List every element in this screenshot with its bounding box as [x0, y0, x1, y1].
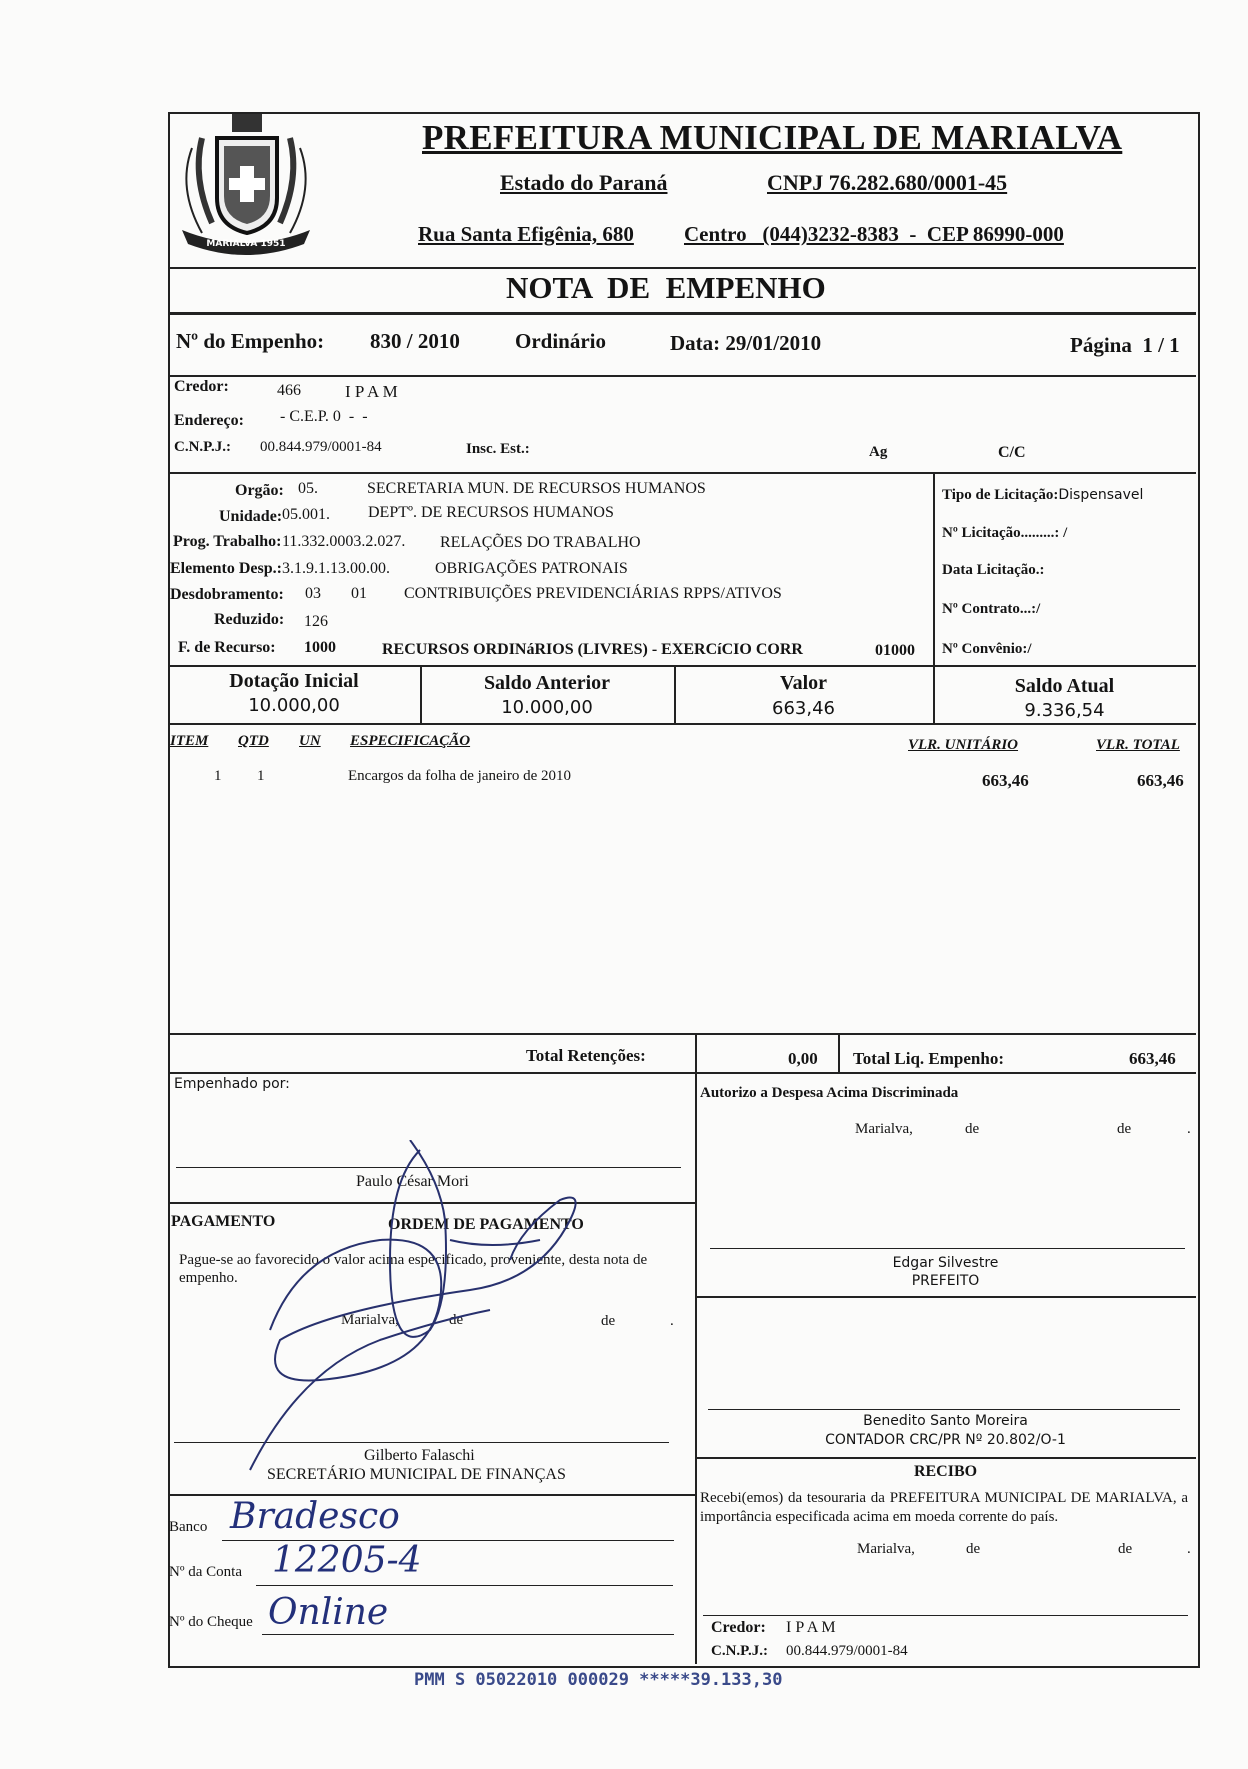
row-total: 663,46 [1137, 771, 1184, 790]
col-unit: VLR. UNITÁRIO [908, 737, 1019, 753]
ordem-pagamento-label: ORDEM DE PAGAMENTO [388, 1216, 584, 1233]
row-qtd: 1 [257, 768, 265, 784]
right-city: Marialva, [855, 1121, 913, 1137]
prog-code: 11.332.0003.2.027. [282, 533, 406, 550]
col-espec: ESPECIFICAÇÃO [350, 733, 471, 749]
dotacao-label: Dotação Inicial [229, 670, 359, 692]
right-dot: . [1187, 1121, 1191, 1137]
empenhado-label: Empenhado por: [174, 1076, 290, 1092]
col-item: ITEM [170, 733, 209, 749]
empenho-label: Nº do Empenho: [176, 329, 325, 353]
recibo-cnpj-value: 00.844.979/0001-84 [786, 1643, 908, 1659]
prog-name: RELAÇÕES DO TRABALHO [440, 534, 641, 551]
prefeito-name: Edgar Silvestre [892, 1255, 999, 1271]
row-unit: 663,46 [982, 771, 1029, 790]
left-de1: de [449, 1312, 464, 1328]
num-licitacao: Nº Licitação.........: / [942, 525, 1068, 541]
empenho-date: Data: 29/01/2010 [670, 331, 822, 355]
reduzido-value: 126 [304, 613, 328, 630]
tipo-licitacao-label-text: Tipo de Licitação: [942, 487, 1059, 503]
prog-label: Prog. Trabalho: [173, 533, 282, 550]
fonte-code2: 01000 [875, 642, 915, 659]
cheque-label: Nº do Cheque [169, 1614, 253, 1630]
conta-label: Nº da Conta [169, 1564, 242, 1580]
page-title: PREFEITURA MUNICIPAL DE MARIALVA [422, 118, 1123, 157]
elem-code: 3.1.9.1.13.00.00. [282, 560, 390, 577]
atual-label: Saldo Atual [1014, 675, 1115, 697]
valor-label: Valor [779, 672, 828, 694]
recibo-city: Marialva, [857, 1541, 915, 1557]
retencoes-value: 0,00 [788, 1049, 818, 1068]
left-city: Marialva, [341, 1312, 399, 1328]
address-contact: Centro (044)3232-8383 - CEP 86990-000 [684, 222, 1064, 246]
sec-title: SECRETÁRIO MUNICIPAL DE FINANÇAS [267, 1466, 566, 1483]
desd-name: CONTRIBUIÇÕES PREVIDENCIÁRIAS RPPS/ATIVOS [404, 585, 782, 602]
num-contrato: Nº Contrato...:/ [942, 601, 1041, 617]
left-dot: . [670, 1313, 674, 1329]
desd-code: 03 [305, 585, 321, 602]
credor-label: Credor: [174, 378, 229, 395]
recibo-de2: de [1118, 1541, 1133, 1557]
valor-value: 663,46 [772, 698, 835, 719]
ag-label: Ag [869, 444, 888, 460]
fonte-name: RECURSOS ORDINáRIOS (LIVRES) - EXERCíCIO CORR [382, 641, 803, 658]
col-qtd: QTD [238, 733, 269, 749]
recibo-label: RECIBO [913, 1463, 978, 1480]
contador-name: Benedito Santo Moreira [863, 1413, 1028, 1429]
credor-name: I P A M [345, 382, 398, 401]
recibo-text: Recebi(emos) da tesouraria da PREFEITURA MUNICIPAL DE MARIALVA, a importância especificada acima em moeda corrente do país. [700, 1490, 1188, 1525]
contador-title: CONTADOR CRC/PR Nº 20.802/O-1 [825, 1432, 1066, 1448]
liq-label: Total Liq. Empenho: [853, 1049, 1004, 1068]
anterior-value: 10.000,00 [501, 697, 593, 718]
empenhado-name: Paulo César Mori [356, 1173, 469, 1190]
atual-value: 9.336,54 [1024, 700, 1105, 721]
row-espec: Encargos da folha de janeiro de 2010 [348, 768, 571, 784]
left-de2: de [601, 1313, 616, 1329]
elem-name: OBRIGAÇÕES PATRONAIS [435, 560, 628, 577]
page-number: Página 1 / 1 [1070, 333, 1180, 357]
retencoes-label: Total Retenções: [526, 1046, 646, 1065]
banco-label: Banco [169, 1519, 208, 1535]
doc-title: NOTA DE EMPENHO [506, 270, 826, 305]
dotacao-value: 10.000,00 [248, 695, 340, 716]
reduzido-label: Reduzido: [214, 611, 285, 628]
empenho-type: Ordinário [515, 329, 607, 353]
unidade-code: 05.001. [282, 506, 330, 523]
banco-value[interactable]: Bradesco [230, 1496, 400, 1537]
recibo-de1: de [966, 1541, 981, 1557]
endereco-value: - C.E.P. 0 - - [280, 408, 368, 425]
unidade-name: DEPTº. DE RECURSOS HUMANOS [368, 504, 614, 521]
num-convenio: Nº Convênio:/ [942, 641, 1032, 657]
coat-of-arms-text: MARIALVA 1951 [206, 239, 286, 249]
unidade-label: Unidade: [219, 508, 283, 525]
conta-value[interactable]: 12205-4 [272, 1540, 422, 1581]
street-address: Rua Santa Efigênia, 680 [418, 222, 634, 246]
bottom-stamp: PMM S 05022010 000029 *****39.133,30 [414, 1670, 783, 1690]
autorizo-label: Autorizo a Despesa Acima Discriminada [700, 1085, 959, 1101]
row-item: 1 [214, 768, 222, 784]
pagamento-label: PAGAMENTO [171, 1213, 276, 1230]
orgao-name: SECRETARIA MUN. DE RECURSOS HUMANOS [367, 480, 706, 497]
recibo-dot: . [1187, 1541, 1191, 1557]
cheque-value[interactable]: Online [268, 1592, 389, 1633]
coat-of-arms [172, 108, 320, 258]
credor-code: 466 [277, 382, 301, 399]
recibo-credor-value: I P A M [786, 1619, 836, 1636]
empenho-number: 830 / 2010 [370, 329, 460, 353]
desd-code2: 01 [351, 585, 367, 602]
state-label: Estado do Paraná [500, 170, 668, 195]
elem-label: Elemento Desp.: [170, 560, 282, 577]
recibo-cnpj-label: C.N.P.J.: [711, 1643, 768, 1659]
prefeito-title: PREFEITO [911, 1273, 980, 1289]
cnpj-label: C.N.P.J.: [174, 439, 231, 455]
insc-label: Insc. Est.: [466, 441, 530, 457]
data-licitacao: Data Licitação.: [942, 562, 1045, 578]
tipo-licitacao-label [942, 487, 1143, 504]
liq-value: 663,46 [1129, 1049, 1176, 1068]
desd-label: Desdobramento: [170, 586, 284, 603]
cnpj-header: CNPJ 76.282.680/0001-45 [767, 170, 1008, 195]
recibo-credor-label: Credor: [711, 1619, 766, 1636]
cnpj-value: 00.844.979/0001-84 [260, 439, 382, 455]
right-de1: de [965, 1121, 980, 1137]
cc-label: C/C [998, 444, 1026, 461]
col-un: UN [299, 733, 321, 749]
tipo-licitacao-value: Dispensavel [1058, 487, 1144, 503]
sec-name: Gilberto Falaschi [364, 1447, 475, 1464]
fonte-code: 1000 [304, 639, 336, 656]
endereco-label: Endereço: [174, 412, 244, 429]
col-total: VLR. TOTAL [1096, 737, 1180, 753]
anterior-label: Saldo Anterior [483, 672, 611, 694]
orgao-label: Orgão: [235, 482, 284, 499]
fonte-label: F. de Recurso: [178, 639, 276, 656]
signature-scribble [240, 1140, 680, 1480]
pague-text: Pague-se ao favorecido o valor acima especificado, proveniente, desta nota de empenho. [179, 1252, 648, 1286]
orgao-code: 05. [298, 480, 318, 497]
right-de2: de [1117, 1121, 1132, 1137]
